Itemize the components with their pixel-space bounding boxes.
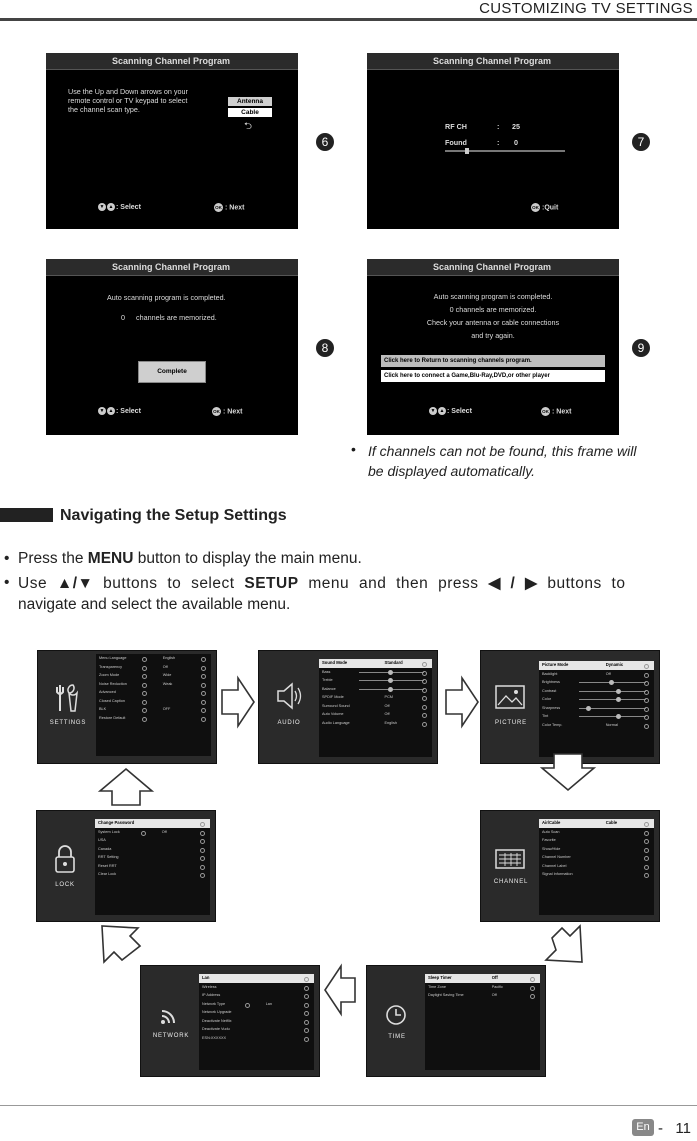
- menu-row-label: ESN:XXXXXX: [202, 1035, 227, 1040]
- menu-row-label: Auto Scan: [542, 829, 560, 834]
- complete-button[interactable]: Complete: [138, 361, 206, 383]
- menu-label: PICTURE: [495, 720, 527, 726]
- note-bullet: •: [351, 441, 356, 457]
- hint-next: : Next: [223, 408, 243, 416]
- menu-row-value: Off: [605, 671, 611, 676]
- hint-select: : Select: [116, 407, 141, 415]
- bullet-item: • Press the MENU button to display the main menu.: [4, 550, 362, 567]
- menu-row-label: Audio Language: [322, 720, 350, 725]
- channel-count: 0: [121, 313, 125, 322]
- menu-label: AUDIO: [277, 720, 301, 726]
- menu-row-label: Canada: [98, 846, 112, 851]
- menu-row-label: Wireless: [202, 984, 217, 989]
- menu-row-value: Standard: [384, 660, 403, 665]
- step-number-9: 9: [632, 339, 650, 357]
- down-key-icon: ▼: [99, 408, 105, 414]
- menu-row-indicator-icon: [304, 1020, 309, 1025]
- menu-row-label: Network Upgrade: [202, 1010, 232, 1014]
- menu-row-value: Lan: [265, 1001, 273, 1006]
- section-marker: [0, 508, 53, 522]
- menu-label: NETWORK: [152, 1033, 190, 1039]
- back-icon[interactable]: ⮌: [244, 121, 253, 132]
- menu-row-value: Off: [384, 703, 390, 708]
- menu-row-label: Color: [542, 697, 552, 701]
- menu-row-label: Time Zone: [428, 984, 447, 989]
- rf-ch-colon: :: [497, 122, 500, 131]
- complete-message: Auto scanning program is completed.: [433, 292, 553, 301]
- menu-row-value: Off: [384, 712, 390, 716]
- menu-row-label: RRT Setting: [98, 855, 119, 859]
- menu-label: TIME: [388, 1034, 406, 1040]
- arrow-picture-to-channel: [542, 754, 594, 790]
- footer-rule: [0, 1105, 697, 1106]
- complete-message: Auto scanning program is completed.: [107, 293, 226, 302]
- menu-row-value: Normal: [605, 722, 618, 727]
- rf-ch-label: RF CH: [445, 122, 467, 131]
- menu-row-label: Backlight: [542, 671, 558, 676]
- menu-row-label: BLK: [99, 707, 107, 711]
- menu-row[interactable]: [199, 1025, 314, 1034]
- step-number-6: 6: [316, 133, 334, 151]
- menu-row-label: IP Address: [202, 993, 221, 997]
- menu-key: MENU: [87, 550, 134, 567]
- menu-row-label: Daylight Saving Time: [428, 993, 464, 997]
- menu-row-label: Favorite: [542, 838, 556, 842]
- header-title: CUSTOMIZING TV SETTINGS: [479, 0, 693, 17]
- setup-key: SETUP: [244, 575, 299, 592]
- note-text: If channels can not be found, this frame will be displayed automatically.: [368, 443, 637, 479]
- menu-row-label: SPDIF Mode: [322, 695, 344, 699]
- menu-row-value: Weak: [162, 681, 173, 686]
- memorized-message: channels are memorized.: [136, 313, 217, 322]
- menu-row-label: Sleep Timer: [428, 975, 452, 980]
- found-colon: :: [497, 138, 500, 147]
- bullet-continuation: navigate and select the available menu.: [18, 596, 291, 613]
- scan-title-bar: Scanning Channel Program: [367, 259, 619, 276]
- try-again-message: and try again.: [471, 331, 515, 340]
- menu-row-value: Off: [491, 993, 497, 997]
- memorized-message: 0 channels are memorized.: [449, 305, 537, 314]
- menu-row-label: Surround Sound: [322, 703, 350, 708]
- scan-screen-not-found: [367, 259, 619, 435]
- instruction-line: remote control or TV keypad to select: [68, 96, 188, 105]
- menu-row-label: Color Temp.: [542, 722, 563, 727]
- instruction-line: Use the Up and Down arrows on your: [68, 87, 188, 96]
- menu-row-value: Off: [161, 829, 167, 834]
- section-title: Navigating the Setup Settings: [60, 507, 287, 524]
- menu-row-indicator-icon: [304, 1028, 309, 1033]
- menu-row-label: Transparency: [99, 664, 123, 669]
- menu-label: SETTINGS: [49, 720, 87, 726]
- menu-row-value: Off: [162, 664, 168, 669]
- menu-row-label: Contrast: [542, 688, 557, 693]
- language-badge: En: [632, 1119, 654, 1136]
- up-key-icon: ▲: [439, 408, 445, 414]
- arrow-channel-to-time: [546, 926, 582, 962]
- menu-row-label: Closed Caption: [99, 698, 125, 703]
- menu-row-label: Noise Reduction: [99, 681, 127, 686]
- menu-row-label: Zoom Mode: [99, 673, 120, 677]
- hint-select: : Select: [447, 407, 472, 415]
- bullet-dot: •: [4, 574, 10, 591]
- menu-row-value: Pacific: [491, 984, 503, 989]
- navigation-arrows: [0, 640, 697, 1020]
- menu-row-indicator-icon: [304, 1037, 309, 1042]
- menu-row-label: Deactivate Netflix: [202, 1018, 232, 1023]
- menu-row-value: Wide: [162, 673, 172, 677]
- step-number-7: 7: [632, 133, 650, 151]
- instruction-line: the channel scan type.: [68, 105, 140, 114]
- menu-row-label: Deactivate Vudu: [202, 1027, 230, 1031]
- footer-dash: -: [658, 1120, 663, 1137]
- down-key-icon: ▼: [99, 204, 105, 210]
- menu-row-label: Clear Lock: [98, 872, 117, 876]
- ok-key-icon: OK: [542, 409, 549, 414]
- bullet-dot: •: [4, 550, 10, 567]
- menu-row-label: Change Password: [98, 820, 135, 825]
- menu-row-value: Off: [491, 975, 498, 980]
- menu-row-value: Dynamic: [605, 662, 624, 667]
- menu-label: CHANNEL: [493, 879, 529, 885]
- rf-ch-value: 25: [512, 122, 520, 131]
- ok-key-icon: OK: [532, 205, 539, 210]
- step-number-8: 8: [316, 339, 334, 357]
- menu-row-label: Brightness: [542, 680, 560, 684]
- arrow-audio-to-picture: [446, 678, 478, 726]
- arrow-network-to-lock: [102, 926, 140, 962]
- menu-row-label: Channel Label: [542, 863, 567, 868]
- arrow-lock-to-settings: [100, 769, 152, 805]
- page-number: 11: [675, 1120, 691, 1137]
- menu-row-label: USA: [98, 838, 106, 842]
- menu-row-label: Sharpness: [542, 705, 561, 710]
- hint-quit: :Quit: [542, 204, 559, 212]
- scan-screen-antenna-cable: [46, 53, 298, 229]
- menu-row-label: Network Type: [202, 1001, 226, 1006]
- menu-row-label: Channel Number: [542, 855, 571, 859]
- menu-row-label: System Lock: [98, 829, 120, 834]
- up-key-icon: ▲: [108, 408, 114, 414]
- ok-key-icon: OK: [213, 409, 220, 414]
- scan-progress-indicator: [465, 148, 469, 154]
- bullet-item: • Use ▲/▼ buttons to select SETUP menu and then press ◀ / ▶ buttons to: [4, 574, 626, 592]
- menu-row-label: Tint: [542, 714, 549, 718]
- menu-row-label: Balance: [322, 686, 336, 691]
- hint-next: : Next: [225, 204, 245, 212]
- menu-row-label: Picture Mode: [542, 662, 569, 667]
- check-connection-message: Check your antenna or cable connections: [426, 318, 560, 327]
- ok-key-icon: OK: [215, 205, 222, 210]
- option-cable[interactable]: Cable: [228, 108, 272, 117]
- menu-row-label: Show/Hide: [542, 846, 561, 851]
- scan-title-bar: Scanning Channel Program: [367, 53, 619, 70]
- menu-row-value: OFF: [162, 707, 171, 711]
- menu-row-value: English: [384, 720, 397, 725]
- found-label: Found: [445, 138, 467, 147]
- menu-row-label: Restore Default: [99, 715, 126, 720]
- found-value: 0: [514, 138, 518, 147]
- up-down-arrows-icon: ▲/▼: [56, 575, 94, 592]
- option-connect-player[interactable]: Click here to connect a Game,Blu-Ray,DVD,or other player: [381, 370, 605, 382]
- menu-row-label: Treble: [322, 678, 333, 682]
- menu-row-value: Cable: [605, 820, 618, 825]
- down-key-icon: ▼: [430, 408, 436, 414]
- menu-row-label: Air/Cable: [542, 820, 561, 825]
- hint-select: : Select: [116, 203, 141, 211]
- scan-screen-progress: [367, 53, 619, 229]
- menu-row-label: Auto Volume: [322, 712, 344, 716]
- hint-next: : Next: [552, 408, 572, 416]
- arrow-time-to-network: [325, 966, 355, 1014]
- up-key-icon: ▲: [108, 204, 114, 210]
- menu-row-label: Advanced: [99, 690, 116, 694]
- arrow-settings-to-audio: [222, 678, 254, 726]
- scan-screen-complete: [46, 259, 298, 435]
- menu-row-value: PCM: [384, 695, 393, 699]
- option-return-to-scan[interactable]: Click here to Return to scanning channels program.: [381, 355, 605, 367]
- header-rule: [0, 18, 697, 21]
- menu-row-label: Lan: [202, 975, 210, 980]
- menu-row-label: Menu Language: [99, 656, 127, 660]
- left-right-arrows-icon: ◀ / ▶: [488, 575, 538, 592]
- menu-row[interactable]: [199, 1034, 314, 1043]
- menu-row-label: Sound Mode: [322, 660, 348, 665]
- menu-row-label: Reset RRT: [98, 863, 117, 868]
- scan-title-bar: Scanning Channel Program: [46, 259, 298, 276]
- option-antenna[interactable]: Antenna: [228, 97, 272, 106]
- menu-row-label: Signal Information: [542, 872, 573, 876]
- menu-row-label: Bass: [322, 669, 331, 674]
- scan-title-bar: Scanning Channel Program: [46, 53, 298, 70]
- scan-progress-bar: [445, 150, 565, 152]
- menu-label: LOCK: [55, 882, 75, 888]
- menu-row-value: English: [162, 656, 176, 660]
